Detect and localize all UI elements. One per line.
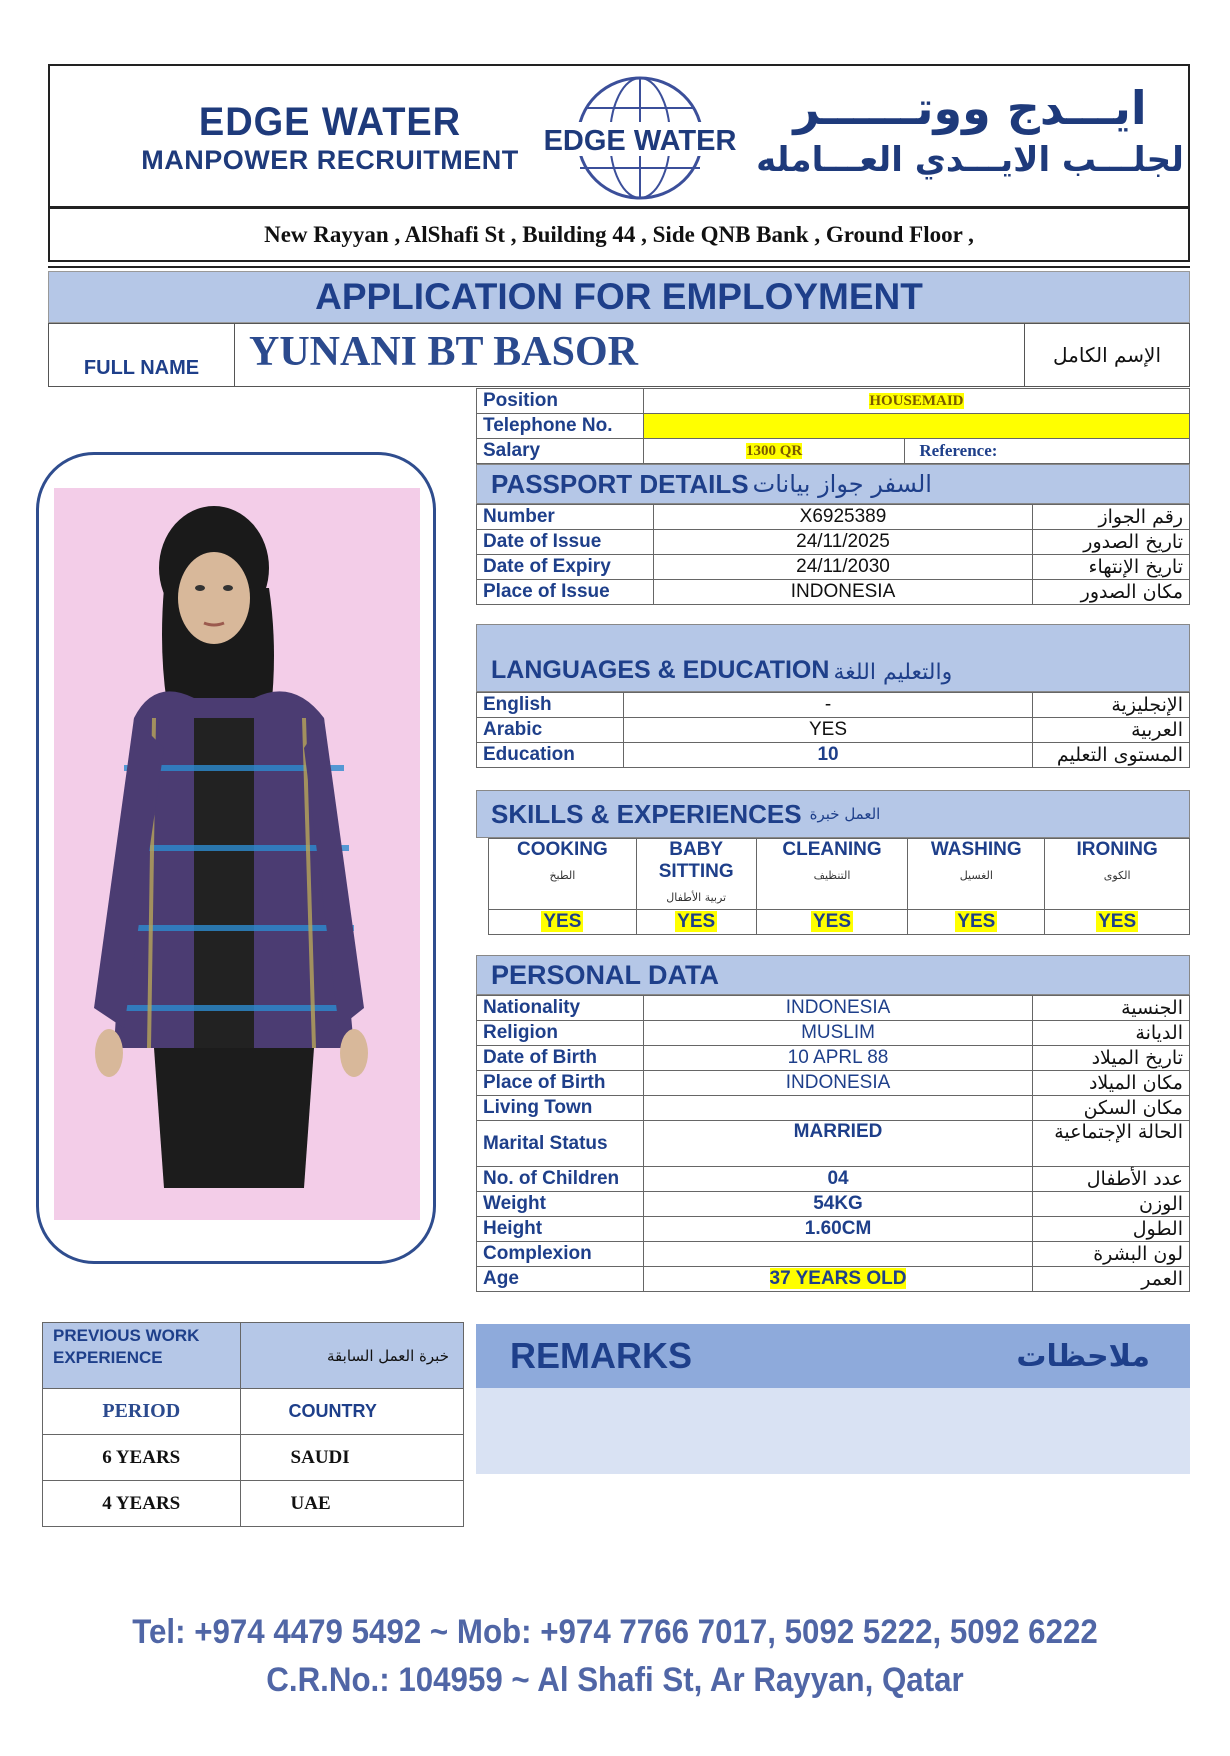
language-label-ar: المستوى التعليم (1033, 743, 1190, 768)
previous-work-table (42, 1322, 464, 1527)
skill-value: YES (1098, 911, 1137, 932)
remarks-header (476, 1324, 1190, 1388)
salary-cell (643, 439, 905, 464)
personal-label-ar: عدد الأطفال (1033, 1167, 1190, 1192)
table-row (477, 1096, 1190, 1121)
personal-label-ar: الجنسية (1033, 996, 1190, 1021)
full-name-value: YUNANI BT BASOR (249, 329, 638, 375)
remarks-label-ar: ملاحظات (1016, 1338, 1150, 1374)
previous-work-heading-ar: خبرة العمل السابقة (240, 1323, 463, 1389)
table-row (477, 743, 1190, 768)
personal-value-cell (643, 1267, 1032, 1292)
logo-en-line2: MANPOWER RECRUITMENT (141, 145, 519, 175)
personal-value: INDONESIA (785, 997, 891, 1018)
personal-value-cell (643, 1096, 1032, 1121)
personal-label: Marital Status (477, 1121, 644, 1167)
work-country: SAUDI (240, 1435, 463, 1481)
table-row (43, 1389, 464, 1435)
position-cell (643, 389, 1189, 414)
letterhead (48, 64, 1190, 208)
table-row (43, 1435, 464, 1481)
personal-label: Nationality (477, 996, 644, 1021)
footer-registration: C.R.No.: 104959 ~ Al Shafi St, Ar Rayyan, Qatar (266, 1661, 964, 1699)
passport-table (476, 504, 1190, 605)
language-label: Arabic (477, 718, 624, 743)
language-value: 10 (623, 743, 1032, 768)
remarks-label: REMARKS (510, 1335, 693, 1376)
skill-value-cell (908, 910, 1045, 935)
skill-name-ar: التنظيف (813, 869, 851, 882)
personal-label-ar: الحالة الإجتماعية (1033, 1121, 1190, 1167)
skill-name: IRONING (1076, 839, 1158, 860)
personal-label: Date of Birth (477, 1046, 644, 1071)
skill-name: CLEANING (782, 839, 882, 860)
table-row (477, 1046, 1190, 1071)
country-header: COUNTRY (240, 1389, 463, 1435)
table-row (477, 1267, 1190, 1292)
table-row (477, 1121, 1190, 1167)
personal-value-cell (643, 1242, 1032, 1267)
skills-heading-en: SKILLS & EXPERIENCES (491, 798, 802, 829)
logo-arabic (750, 80, 1190, 184)
table-row (477, 555, 1190, 580)
language-label: Education (477, 743, 624, 768)
personal-label: No. of Children (477, 1167, 644, 1192)
table-row (477, 505, 1190, 530)
skill-name-ar: الغسيل (959, 869, 993, 882)
passport-label-ar: رقم الجواز (1033, 505, 1190, 530)
languages-heading-en: LANGUAGES & EDUCATION (491, 656, 830, 684)
languages-heading (476, 624, 1190, 692)
personal-label: Age (477, 1267, 644, 1292)
table-row (477, 1071, 1190, 1096)
passport-value: 24/11/2025 (653, 530, 1032, 555)
full-name-row (48, 323, 1190, 387)
passport-heading-en: PASSPORT DETAILS (491, 468, 749, 499)
personal-value-cell (643, 1217, 1032, 1242)
logo-english (120, 100, 540, 176)
work-country: UAE (240, 1481, 463, 1527)
logo-ar-line2: لجلـــب الايـــدي العـــامله (756, 140, 1184, 180)
personal-label-ar: مكان الميلاد (1033, 1071, 1190, 1096)
table-row (477, 996, 1190, 1021)
personal-value-cell (643, 1167, 1032, 1192)
personal-label: Weight (477, 1192, 644, 1217)
personal-heading (476, 955, 1190, 995)
logo-center-text: EDGE WATER (543, 125, 737, 157)
table-row (477, 1217, 1190, 1242)
personal-label: Height (477, 1217, 644, 1242)
skill-value-cell (756, 910, 908, 935)
passport-label-ar: تاريخ الصدور (1033, 530, 1190, 555)
skill-name-ar: الطبخ (549, 869, 576, 882)
skill-header (908, 839, 1045, 910)
personal-value: MARRIED (793, 1121, 883, 1142)
skill-value: YES (543, 911, 582, 932)
languages-table (476, 692, 1190, 768)
personal-label-ar: العمر (1033, 1267, 1190, 1292)
skill-header (1045, 839, 1190, 910)
table-row (43, 1323, 464, 1389)
skill-value-cell (636, 910, 756, 935)
passport-label-ar: تاريخ الإنتهاء (1033, 555, 1190, 580)
table-row (477, 718, 1190, 743)
personal-value: 1.60CM (804, 1218, 872, 1239)
language-label-ar: الإنجليزية (1033, 693, 1190, 718)
skill-name: BABY SITTING (658, 839, 734, 882)
applicant-photo (54, 488, 420, 1220)
skill-header (756, 839, 908, 910)
footer-contact: Tel: +974 4479 5492 ~ Mob: +974 7766 7017, 5092 5222, 5092 6222 (132, 1613, 1098, 1651)
telephone-label: Telephone No. (477, 414, 644, 439)
salary-value: 1300 QR (745, 442, 803, 459)
skill-value: YES (957, 911, 996, 932)
passport-value: 24/11/2030 (653, 555, 1032, 580)
remarks-body (476, 1388, 1190, 1474)
passport-label-ar: مكان الصدور (1033, 580, 1190, 605)
personal-label-ar: الطول (1033, 1217, 1190, 1242)
personal-value: 04 (827, 1168, 849, 1189)
passport-label: Date of Expiry (477, 555, 654, 580)
job-table (476, 388, 1190, 464)
personal-value-cell (643, 1192, 1032, 1217)
personal-value: INDONESIA (785, 1072, 891, 1093)
personal-value-cell (643, 1021, 1032, 1046)
personal-label-ar: الوزن (1033, 1192, 1190, 1217)
full-name-label: FULL NAME (49, 324, 235, 386)
skill-value-cell (489, 910, 637, 935)
personal-value: 37 YEARS OLD (769, 1268, 907, 1289)
personal-label: Living Town (477, 1096, 644, 1121)
personal-value: 54KG (813, 1193, 863, 1214)
personal-label-ar: الديانة (1033, 1021, 1190, 1046)
passport-value: X6925389 (653, 505, 1032, 530)
personal-value-cell (643, 1121, 1032, 1167)
skills-heading (476, 790, 1190, 838)
passport-heading-ar: السفر جواز بيانات (752, 470, 932, 498)
skill-value-cell (1045, 910, 1190, 935)
skill-value: YES (677, 911, 716, 932)
personal-label-ar: مكان السكن (1033, 1096, 1190, 1121)
personal-heading-en: PERSONAL DATA (491, 959, 720, 990)
table-row (43, 1481, 464, 1527)
skill-value: YES (812, 911, 851, 932)
personal-value-cell (643, 1071, 1032, 1096)
table-row (477, 414, 1190, 439)
telephone-value (643, 414, 1189, 439)
skills-table (488, 838, 1190, 935)
personal-value: 10 APRL 88 (787, 1047, 889, 1068)
skill-header (489, 839, 637, 910)
table-row (477, 1242, 1190, 1267)
passport-label: Number (477, 505, 654, 530)
work-period: 6 YEARS (43, 1435, 241, 1481)
languages-heading-ar: والتعليم اللغة (833, 660, 953, 685)
skills-heading-ar: العمل خبرة (809, 805, 881, 823)
table-row (477, 1167, 1190, 1192)
personal-value-cell (643, 1046, 1032, 1071)
personal-value-cell (643, 996, 1032, 1021)
salary-label: Salary (477, 439, 644, 464)
table-row (477, 389, 1190, 414)
passport-heading (476, 464, 1190, 504)
table-row (489, 910, 1190, 935)
logo-ar-line1: ايـــدج ووتــــــر (793, 81, 1147, 135)
table-row (477, 1192, 1190, 1217)
language-label: English (477, 693, 624, 718)
language-label-ar: العربية (1033, 718, 1190, 743)
table-row (477, 580, 1190, 605)
passport-label: Place of Issue (477, 580, 654, 605)
skill-name: WASHING (930, 839, 1022, 860)
reference-label: Reference: (905, 439, 1190, 464)
page-title: APPLICATION FOR EMPLOYMENT (48, 271, 1190, 323)
skill-name: COOKING (516, 839, 608, 860)
table-row (477, 439, 1190, 464)
language-value: YES (623, 718, 1032, 743)
table-row (477, 530, 1190, 555)
position-value: HOUSEMAID (869, 392, 964, 409)
personal-label: Place of Birth (477, 1071, 644, 1096)
passport-label: Date of Issue (477, 530, 654, 555)
table-row (477, 1021, 1190, 1046)
logo-en-line1: EDGE WATER (198, 100, 462, 144)
passport-value: INDONESIA (653, 580, 1032, 605)
full-name-label-ar: الإسم الكامل (1024, 324, 1189, 386)
position-label: Position (477, 389, 644, 414)
globe-logo-icon (540, 74, 740, 202)
period-header: PERIOD (43, 1389, 241, 1435)
skill-header (636, 839, 756, 910)
skill-name-ar: تربية الأطفال (666, 891, 727, 904)
company-address: New Rayyan , AlShafi St , Building 44 , Side QNB Bank , Ground Floor , (48, 208, 1190, 262)
personal-label: Religion (477, 1021, 644, 1046)
skill-name-ar: الكوى (1103, 869, 1131, 882)
table-row (489, 839, 1190, 910)
previous-work-heading: PREVIOUS WORK EXPERIENCE (43, 1323, 241, 1389)
personal-label-ar: تاريخ الميلاد (1033, 1046, 1190, 1071)
personal-label: Complexion (477, 1242, 644, 1267)
language-value: - (623, 693, 1032, 718)
divider (48, 262, 1190, 268)
work-period: 4 YEARS (43, 1481, 241, 1527)
personal-label-ar: لون البشرة (1033, 1242, 1190, 1267)
table-row (477, 693, 1190, 718)
personal-table (476, 995, 1190, 1292)
personal-value: MUSLIM (801, 1022, 875, 1043)
